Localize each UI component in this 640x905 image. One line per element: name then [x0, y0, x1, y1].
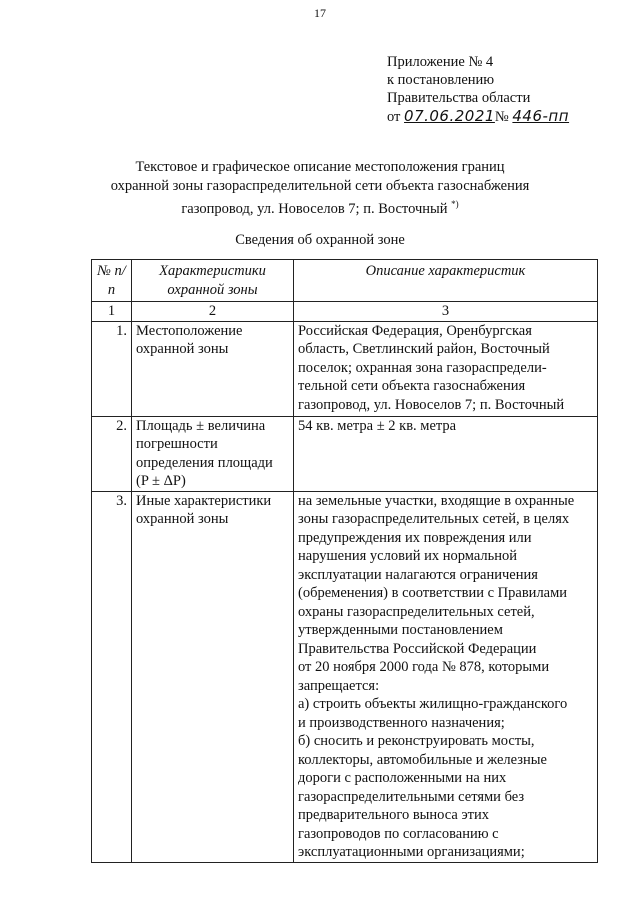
description-line: тельной сети объекта газоснабжения [298, 378, 526, 394]
description-line: утвержденными постановлением [298, 622, 503, 638]
description-line: а) строить объекты жилищно-гражданского [298, 696, 568, 712]
section-subtitle: Сведения об охранной зоне [235, 232, 405, 248]
description-line: Российская Федерация, Оренбургская [298, 322, 532, 339]
row-description [294, 491, 598, 862]
description-line: запрещается: [298, 677, 380, 694]
header-number: № п/п [92, 260, 132, 302]
index-cell-2: 2 [132, 302, 294, 322]
appendix-line-1: Приложение № 4 [387, 54, 494, 70]
appendix-line-3: Правительства области [387, 90, 531, 106]
description-line: коллекторы, автомобильные и железные [298, 751, 547, 768]
table-header-row [92, 260, 598, 302]
title-line-3-text: газопровод, ул. Новоселов 7; п. Восточный [181, 200, 448, 217]
index-cell-3: 3 [294, 302, 598, 322]
header-characteristic: Характеристики охранной зоны [132, 260, 294, 302]
table-row [92, 416, 598, 491]
appendix-line-2: к постановлению [387, 72, 495, 88]
description-line: газораспределительными сетями без [298, 788, 525, 805]
description-line: область, Светлинский район, Восточный [298, 341, 550, 357]
row-description [294, 321, 598, 416]
description-line: нарушения условий их нормальной [298, 548, 518, 564]
page-number: 17 [314, 6, 326, 20]
title-line-3 [100, 195, 540, 218]
row-number: 2. [92, 416, 132, 491]
handwritten-date: 07.06.2021 [404, 107, 495, 125]
handwritten-number: 446-пп [512, 107, 570, 125]
description-line: и производственного назначения; [298, 714, 505, 731]
description-line: на земельные участки, входящие в охранные [298, 492, 575, 509]
description-line: предупреждения их повреждения или [298, 529, 532, 546]
protection-zone-table [91, 259, 598, 863]
from-label: от [387, 109, 401, 125]
header-description: Описание характеристик [294, 260, 598, 302]
index-cell-1: 1 [92, 302, 132, 322]
appendix-line-4 [387, 107, 569, 126]
table-row [92, 321, 598, 416]
document-title [100, 158, 540, 218]
table-index-row [92, 302, 598, 322]
row-characteristic: Местоположение охранной зоны [132, 321, 294, 416]
description-line: эксплуатационными организациями; [298, 844, 525, 860]
description-line: газопроводов по согласованию с [298, 825, 499, 842]
footnote-mark: *) [451, 199, 459, 209]
row-number: 1. [92, 321, 132, 416]
description-line: (обременения) в соответствии с Правилами [298, 585, 568, 601]
description-line: 54 кв. метра ± 2 кв. метра [298, 417, 457, 434]
row-number: 3. [92, 491, 132, 862]
number-label: № [494, 109, 509, 125]
title-line-1: Текстовое и графическое описание местоположения границ [135, 159, 505, 175]
description-line: предварительного выноса этих [298, 807, 490, 823]
description-line: охраны газораспределительных сетей, [298, 603, 535, 620]
appendix-block [387, 53, 569, 126]
description-line: б) сносить и реконструировать мосты, [298, 733, 535, 749]
title-line-2: охранной зоны газораспределительной сети объекта газоснабжения [110, 177, 530, 194]
description-line: от 20 ноября 2000 года № 878, которыми [298, 659, 550, 675]
description-line: газопровод, ул. Новоселов 7; п. Восточный [298, 396, 565, 413]
description-line: зоны газораспределительных сетей, в целях [298, 511, 570, 527]
description-line: поселок; охранная зона газораспредели- [298, 359, 547, 376]
description-line: дороги с расположенными на них [298, 770, 507, 786]
description-line: Правительства Российской Федерации [298, 640, 537, 657]
description-line: эксплуатации налагаются ограничения [298, 566, 538, 583]
row-description [294, 416, 598, 491]
row-characteristic: Иные характеристики охранной зоны [132, 491, 294, 862]
table-row [92, 491, 598, 862]
row-characteristic: Площадь ± величина погрешности определения площади (P ± ΔP) [132, 416, 294, 491]
